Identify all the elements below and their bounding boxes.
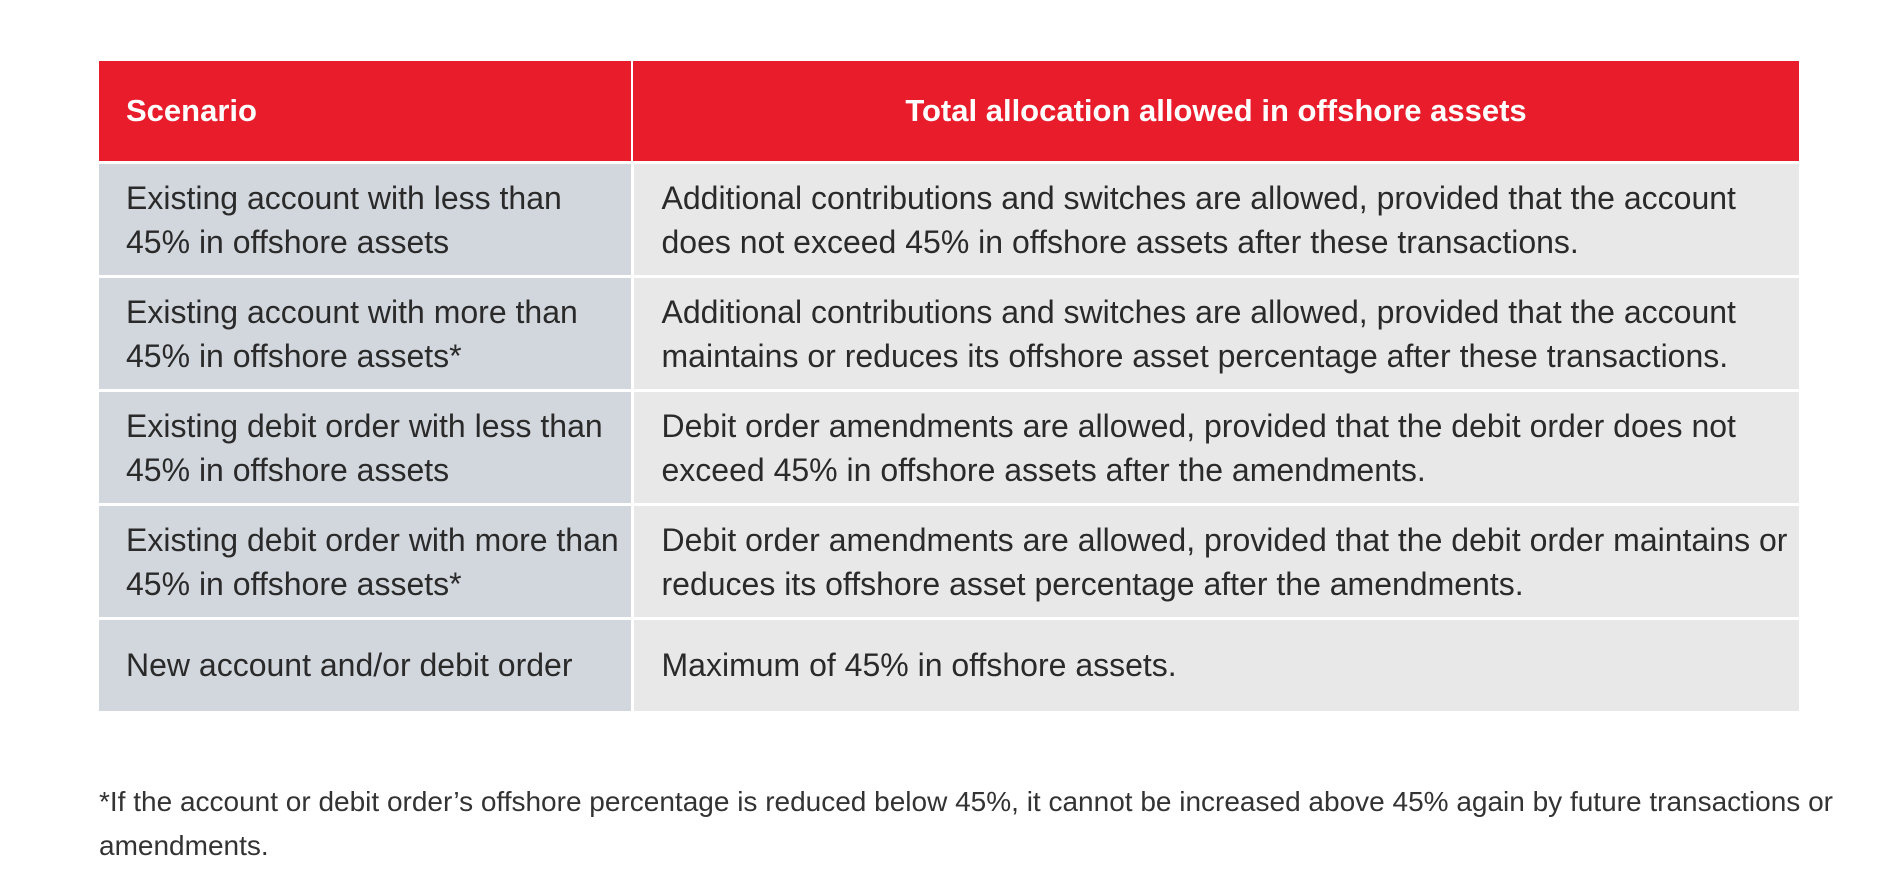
table-row (99, 619, 1799, 711)
scenario-cell: Existing debit order with less than 45% in offshore assets (99, 391, 632, 505)
allocation-cell: Debit order amendments are allowed, provided that the debit order does not exceed 45% in offshore assets after the amendments. (632, 391, 1799, 505)
scenario-cell: Existing account with more than 45% in offshore assets* (99, 277, 632, 391)
header-row (99, 61, 1799, 163)
allocation-cell: Additional contributions and switches are allowed, provided that the account maintains or reduces its offshore asset percentage after these transactions. (632, 277, 1799, 391)
offshore-allocation-table (99, 61, 1799, 711)
allocation-table-container (99, 61, 1799, 711)
table-header (99, 61, 1799, 163)
header-scenario: Scenario (99, 61, 632, 163)
header-total-allocation: Total allocation allowed in offshore assets (632, 61, 1799, 163)
scenario-cell: Existing debit order with more than 45% in offshore assets* (99, 505, 632, 619)
scenario-cell: New account and/or debit order (99, 619, 632, 711)
table-row (99, 391, 1799, 505)
table-row (99, 277, 1799, 391)
allocation-cell: Debit order amendments are allowed, provided that the debit order maintains or reduces its offshore asset percentage after the amendments. (632, 505, 1799, 619)
allocation-cell: Additional contributions and switches are allowed, provided that the account does not exceed 45% in offshore assets after these transactions. (632, 163, 1799, 277)
table-row (99, 163, 1799, 277)
footnote: *If the account or debit order’s offshore percentage is reduced below 45%, it cannot be increased above 45% again by future transactions or amendments. (99, 786, 1833, 861)
table-body (99, 163, 1799, 711)
table-row (99, 505, 1799, 619)
scenario-cell: Existing account with less than 45% in offshore assets (99, 163, 632, 277)
allocation-cell: Maximum of 45% in offshore assets. (632, 619, 1799, 711)
